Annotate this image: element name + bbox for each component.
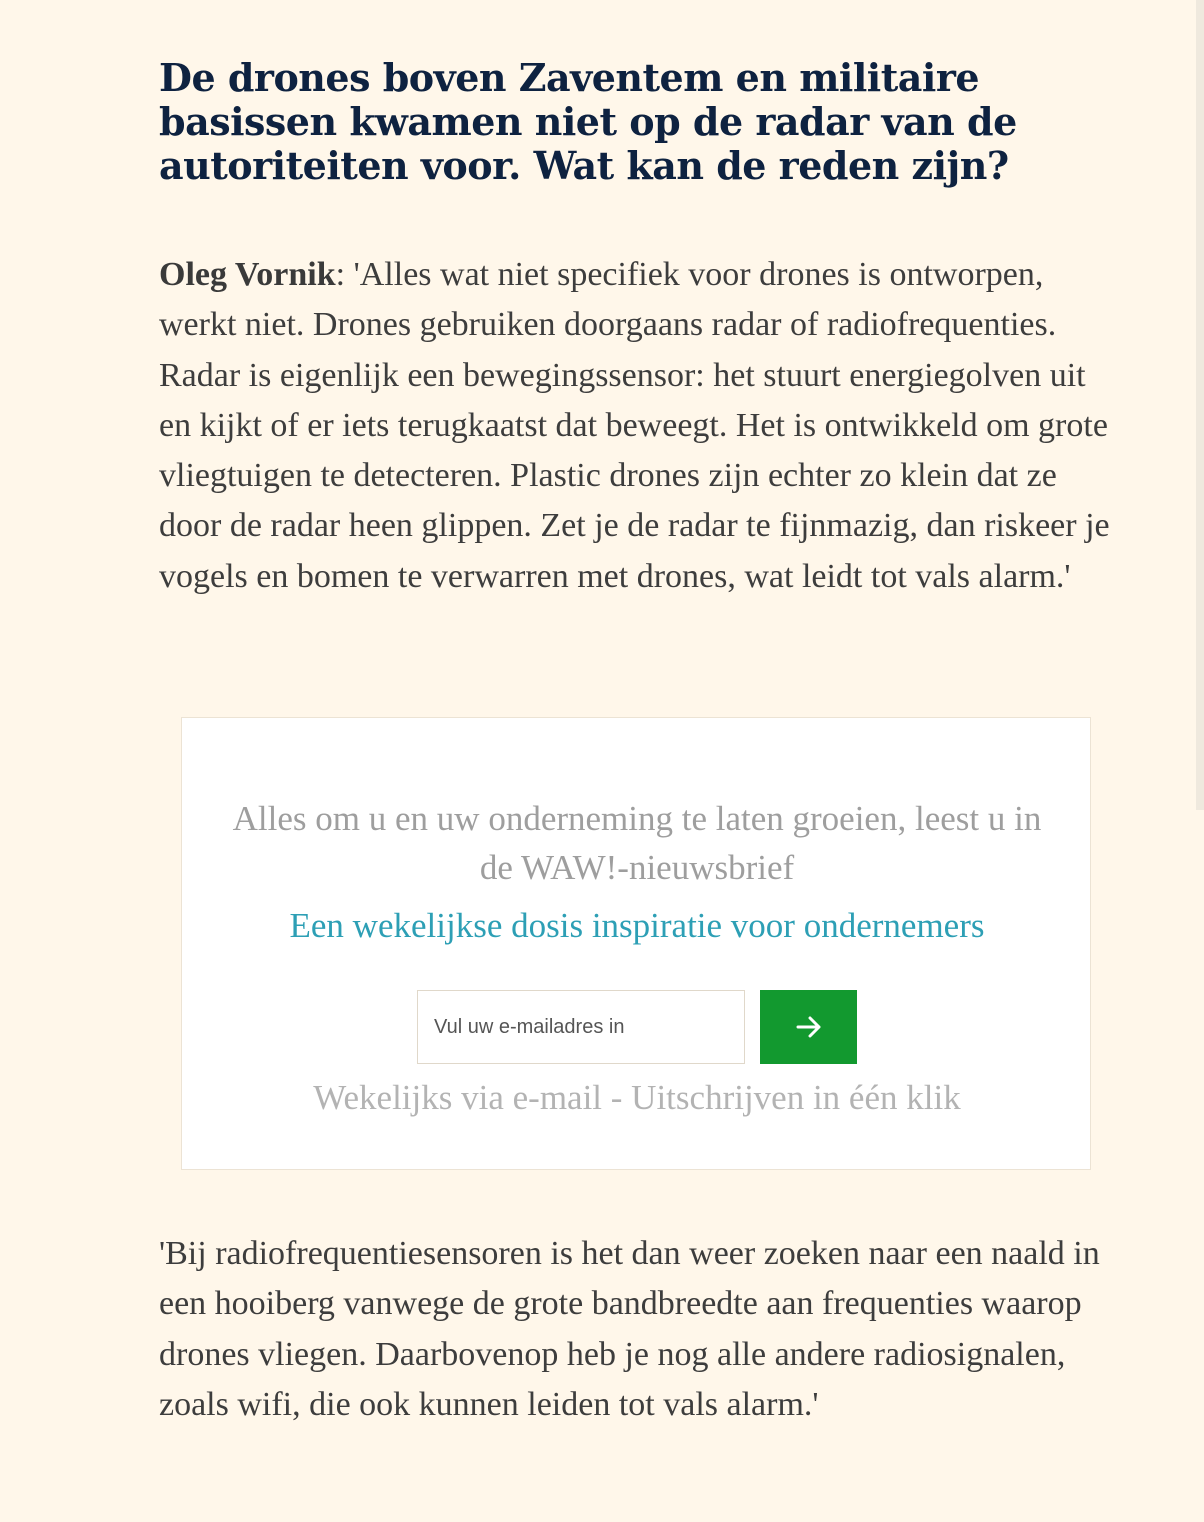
interview-answer-2: 'Bij radiofrequentiesensoren is het dan weer zoeken naar een naald in een hooiberg vanwege de grote bandbreedte aan frequenties waarop drones vliegen. Daarbovenop heb je nog alle andere radiosignalen, zoals wifi, die ook kunnen leiden tot vals alarm.' [159, 1235, 1100, 1423]
newsletter-tagline: Een wekelijkse dosis inspiratie voor ondernemers [289, 906, 985, 945]
speaker-name: Oleg Vornik [159, 256, 336, 293]
newsletter-intro: Alles om u en uw onderneming te laten groeien, leest u in de WAW!-nieuwsbrief [232, 799, 1042, 887]
arrow-right-icon [794, 1012, 824, 1042]
answer-1-text: : 'Alles wat niet specifiek voor drones is ontworpen, werkt niet. Drones gebruiken doorgaans radar of radiofrequenties. Radar is eigenlijk een bewegingssensor: het stuurt energiegolven uit en kijkt of er iets terugkaatst dat beweegt. Het is ontwikkeld om grote vliegtuigen te detecteren. Plastic drones zijn echter zo klein dat ze door de radar heen glippen. Zet je de radar te fijnmazig, dan riskeer je vogels en bomen te verwarren met drones, wat leidt tot vals alarm.' [159, 256, 1110, 595]
email-input[interactable] [417, 990, 745, 1064]
newsletter-signup-box [181, 717, 1091, 1170]
newsletter-form [417, 990, 857, 1064]
page-scrollbar[interactable] [1196, 0, 1204, 810]
interview-answer-1 [159, 250, 1119, 602]
newsletter-submit-button[interactable] [760, 990, 857, 1064]
newsletter-note: Wekelijks via e-mail - Uitschrijven in één klik [313, 1078, 961, 1117]
interview-question: De drones boven Zaventem en militaire basissen kwamen niet op de radar van de autoriteiten voor. Wat kan de reden zijn? [159, 55, 1017, 188]
